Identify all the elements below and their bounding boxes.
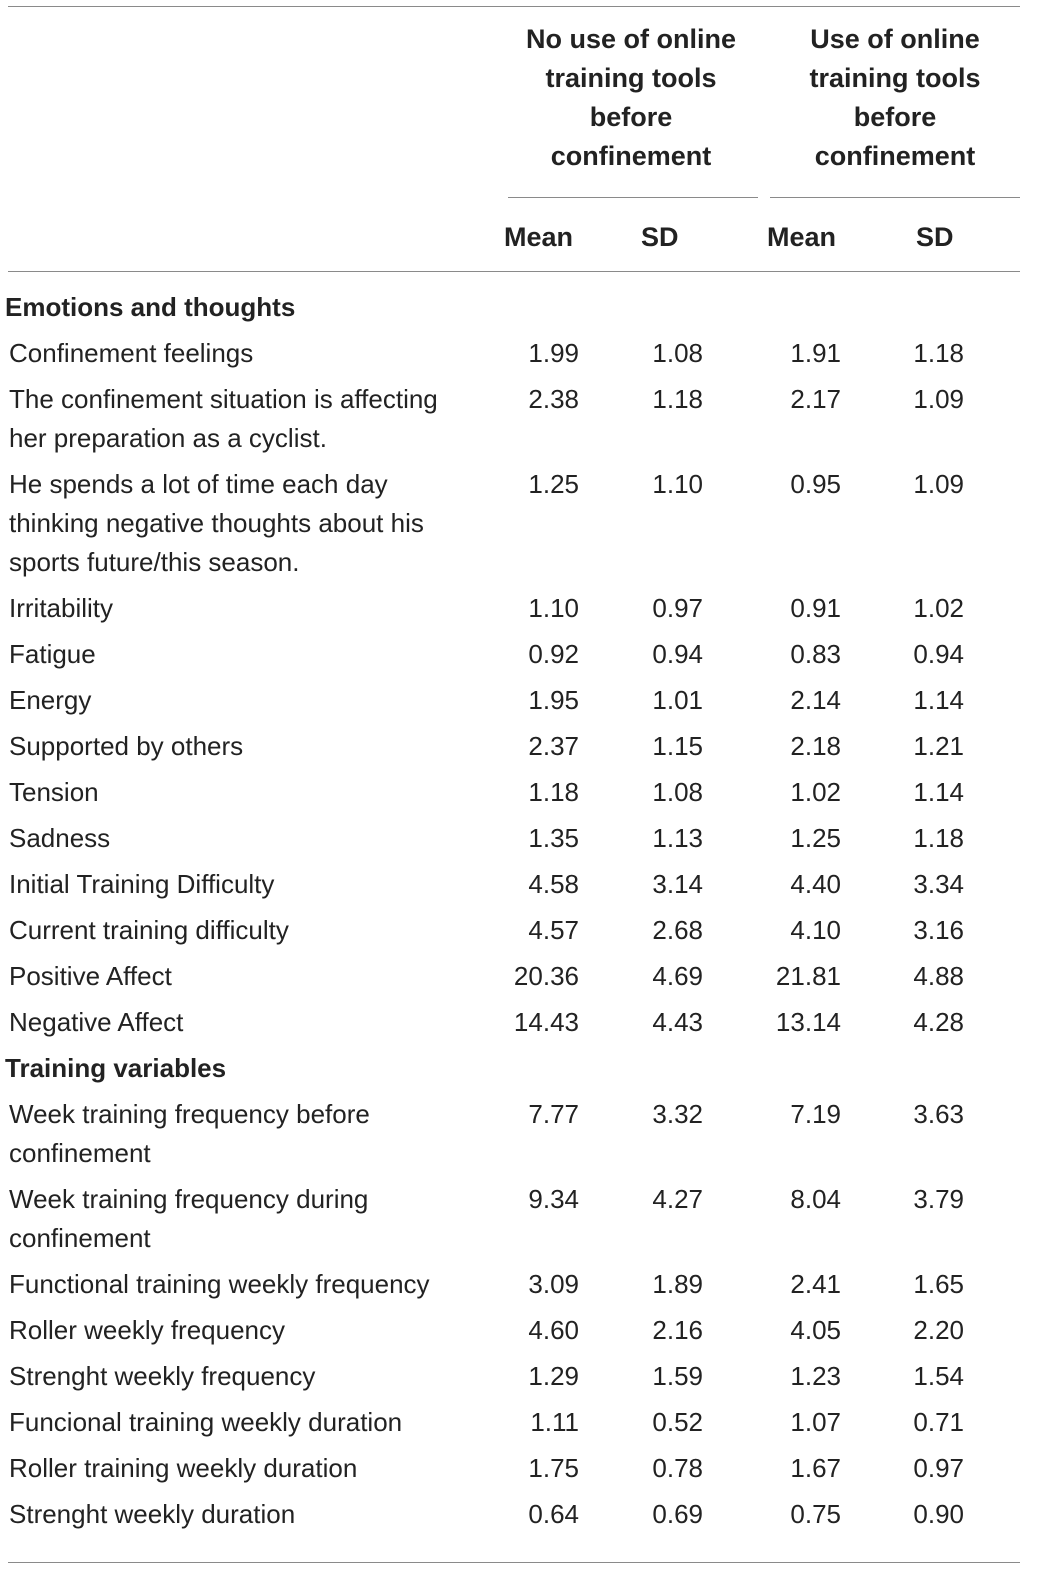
sd-online-cell: 1.18: [913, 338, 964, 368]
mean-online-cell: 0.75: [790, 1499, 841, 1529]
table-row: [8, 1495, 1020, 1534]
sd-online-cell: 4.88: [913, 961, 964, 991]
table-row: [8, 334, 1020, 373]
mean-no-online-cell: 1.25: [528, 469, 579, 499]
table-row: [8, 1265, 1020, 1304]
mean-no-online-cell: 9.34: [528, 1184, 579, 1214]
sd-no-online-cell: 4.43: [652, 1007, 703, 1037]
mean-online-cell: 2.18: [790, 731, 841, 761]
table-row: [8, 819, 1020, 858]
sd-online-cell: 1.14: [913, 685, 964, 715]
table-row: [8, 681, 1020, 720]
sd-online-cell: 1.21: [913, 731, 964, 761]
mean-online-cell: 2.14: [790, 685, 841, 715]
sd-no-online-cell: 0.52: [652, 1407, 703, 1437]
sd-no-online-cell: 1.89: [652, 1269, 703, 1299]
mean-online-cell: 1.07: [790, 1407, 841, 1437]
mean-no-online-cell: 0.64: [528, 1499, 579, 1529]
row-label: Roller weekly frequency: [9, 1315, 286, 1345]
section-label: Emotions and thoughts: [5, 292, 296, 322]
sd-online-cell: 1.09: [913, 384, 964, 414]
mean-online-cell: 2.17: [790, 384, 841, 414]
sd-online-cell: 1.09: [913, 469, 964, 499]
row-label: Strenght weekly duration: [9, 1499, 296, 1529]
mean-no-online-cell: 7.77: [528, 1099, 579, 1129]
mean-no-online-cell: 4.57: [528, 915, 579, 945]
sd-no-online-cell: 1.08: [652, 777, 703, 807]
mean-no-online-cell: 1.99: [528, 338, 579, 368]
row-label: Confinement feelings: [9, 338, 254, 368]
row-label: Initial Training Difficulty: [9, 869, 275, 899]
sd-no-online-cell: 0.78: [652, 1453, 703, 1483]
sd-no-online-cell: 1.10: [652, 469, 703, 499]
mean-no-online-cell: 4.60: [528, 1315, 579, 1345]
col-header-sd-1: SD: [641, 222, 679, 252]
sd-no-online-cell: 2.16: [652, 1315, 703, 1345]
mean-no-online-cell: 1.18: [528, 777, 579, 807]
sd-no-online-cell: 4.27: [652, 1184, 703, 1214]
row-label: Strenght weekly frequency: [9, 1361, 316, 1391]
mean-online-cell: 0.95: [790, 469, 841, 499]
mean-online-cell: 13.14: [775, 1007, 841, 1037]
group-rule-1: [508, 197, 758, 198]
table-row: [8, 1449, 1020, 1488]
sd-no-online-cell: 2.68: [652, 915, 703, 945]
sd-online-cell: 0.71: [913, 1407, 964, 1437]
sd-no-online-cell: 1.59: [652, 1361, 703, 1391]
row-label: Negative Affect: [9, 1007, 184, 1037]
sd-no-online-cell: 1.08: [652, 338, 703, 368]
mean-online-cell: 4.05: [790, 1315, 841, 1345]
mean-online-cell: 1.25: [790, 823, 841, 853]
sd-no-online-cell: 3.14: [652, 869, 703, 899]
table-body: [5, 288, 1020, 1534]
row-label: Week training frequency during confinement: [9, 1184, 369, 1253]
section-header-row: [5, 288, 1020, 327]
sd-no-online-cell: 1.01: [652, 685, 703, 715]
group-header-online-tools: Use of online training tools before confinement: [809, 24, 981, 171]
row-label: He spends a lot of time each day thinking negative thoughts about his sports future/this season.: [9, 469, 424, 577]
row-label: Supported by others: [9, 731, 244, 761]
table-row: [8, 773, 1020, 812]
table-row: [8, 1311, 1020, 1350]
mean-no-online-cell: 3.09: [528, 1269, 579, 1299]
bottom-rule: [8, 1562, 1020, 1563]
sd-no-online-cell: 1.13: [652, 823, 703, 853]
table-row: [8, 1095, 1020, 1173]
sd-online-cell: 3.79: [913, 1184, 964, 1214]
table-row: [8, 1180, 1020, 1258]
sd-online-cell: 1.02: [913, 593, 964, 623]
sd-online-cell: 2.20: [913, 1315, 964, 1345]
mean-online-cell: 4.40: [790, 869, 841, 899]
mean-no-online-cell: 1.11: [530, 1407, 579, 1437]
sd-no-online-cell: 0.69: [652, 1499, 703, 1529]
sd-no-online-cell: 3.32: [652, 1099, 703, 1129]
sd-no-online-cell: 1.18: [652, 384, 703, 414]
section-label: Training variables: [5, 1053, 227, 1083]
table-row: [8, 635, 1020, 674]
row-label: Current training difficulty: [9, 915, 289, 945]
mean-online-cell: 7.19: [790, 1099, 841, 1129]
col-header-mean-2: Mean: [767, 222, 837, 252]
mean-online-cell: 1.02: [790, 777, 841, 807]
mean-no-online-cell: 1.10: [528, 593, 579, 623]
sd-online-cell: 0.97: [913, 1453, 964, 1483]
row-label: The confinement situation is affecting her preparation as a cyclist.: [9, 384, 438, 453]
table-row: [8, 589, 1020, 628]
table-row: [8, 865, 1020, 904]
mean-online-cell: 21.81: [775, 961, 841, 991]
mean-no-online-cell: 2.38: [528, 384, 579, 414]
mean-no-online-cell: 1.35: [528, 823, 579, 853]
table-row: [8, 1003, 1020, 1042]
group-rule-2: [770, 197, 1020, 198]
sd-no-online-cell: 0.97: [652, 593, 703, 623]
sd-online-cell: 1.18: [913, 823, 964, 853]
table-row: [8, 1357, 1020, 1396]
table-row: [8, 1403, 1020, 1442]
sd-no-online-cell: 4.69: [652, 961, 703, 991]
row-label: Roller training weekly duration: [9, 1453, 358, 1483]
group-header-no-online-tools: No use of online training tools before confinement: [525, 24, 736, 171]
sd-online-cell: 3.34: [913, 869, 964, 899]
mean-no-online-cell: 1.95: [528, 685, 579, 715]
sd-online-cell: 4.28: [913, 1007, 964, 1037]
sd-no-online-cell: 1.15: [652, 731, 703, 761]
top-rule: [8, 6, 1020, 7]
mean-online-cell: 1.91: [790, 338, 841, 368]
mean-online-cell: 8.04: [790, 1184, 841, 1214]
table-row: [8, 727, 1020, 766]
header-rule: [8, 271, 1020, 272]
sd-online-cell: 0.94: [913, 639, 964, 669]
mean-online-cell: 1.67: [790, 1453, 841, 1483]
table-row: [8, 911, 1020, 950]
mean-no-online-cell: 1.29: [528, 1361, 579, 1391]
table-row: [8, 380, 1020, 458]
sd-online-cell: 1.65: [913, 1269, 964, 1299]
mean-online-cell: 4.10: [790, 915, 841, 945]
sd-online-cell: 3.16: [913, 915, 964, 945]
section-header-row: [5, 1049, 1020, 1088]
mean-no-online-cell: 4.58: [528, 869, 579, 899]
mean-online-cell: 0.91: [790, 593, 841, 623]
mean-online-cell: 1.23: [790, 1361, 841, 1391]
table-row: [8, 465, 1020, 582]
sd-online-cell: 1.14: [913, 777, 964, 807]
row-label: Fatigue: [9, 639, 96, 669]
col-header-sd-2: SD: [916, 222, 954, 252]
row-label: Sadness: [9, 823, 111, 853]
row-label: Funcional training weekly duration: [9, 1407, 403, 1437]
mean-no-online-cell: 1.75: [528, 1453, 579, 1483]
row-label: Irritability: [9, 593, 114, 623]
mean-no-online-cell: 2.37: [528, 731, 579, 761]
row-label: Tension: [9, 777, 99, 807]
mean-online-cell: 2.41: [790, 1269, 841, 1299]
sd-no-online-cell: 0.94: [652, 639, 703, 669]
row-label: Functional training weekly frequency: [9, 1269, 430, 1299]
mean-online-cell: 0.83: [790, 639, 841, 669]
mean-no-online-cell: 20.36: [513, 961, 579, 991]
row-label: Positive Affect: [9, 961, 172, 991]
col-header-mean-1: Mean: [504, 222, 574, 252]
sd-online-cell: 3.63: [913, 1099, 964, 1129]
row-label: Week training frequency before confinement: [9, 1099, 370, 1168]
mean-no-online-cell: 14.43: [513, 1007, 579, 1037]
row-label: Energy: [9, 685, 92, 715]
mean-no-online-cell: 0.92: [528, 639, 579, 669]
sd-online-cell: 1.54: [913, 1361, 964, 1391]
table-row: [8, 957, 1020, 996]
sd-online-cell: 0.90: [913, 1499, 964, 1529]
